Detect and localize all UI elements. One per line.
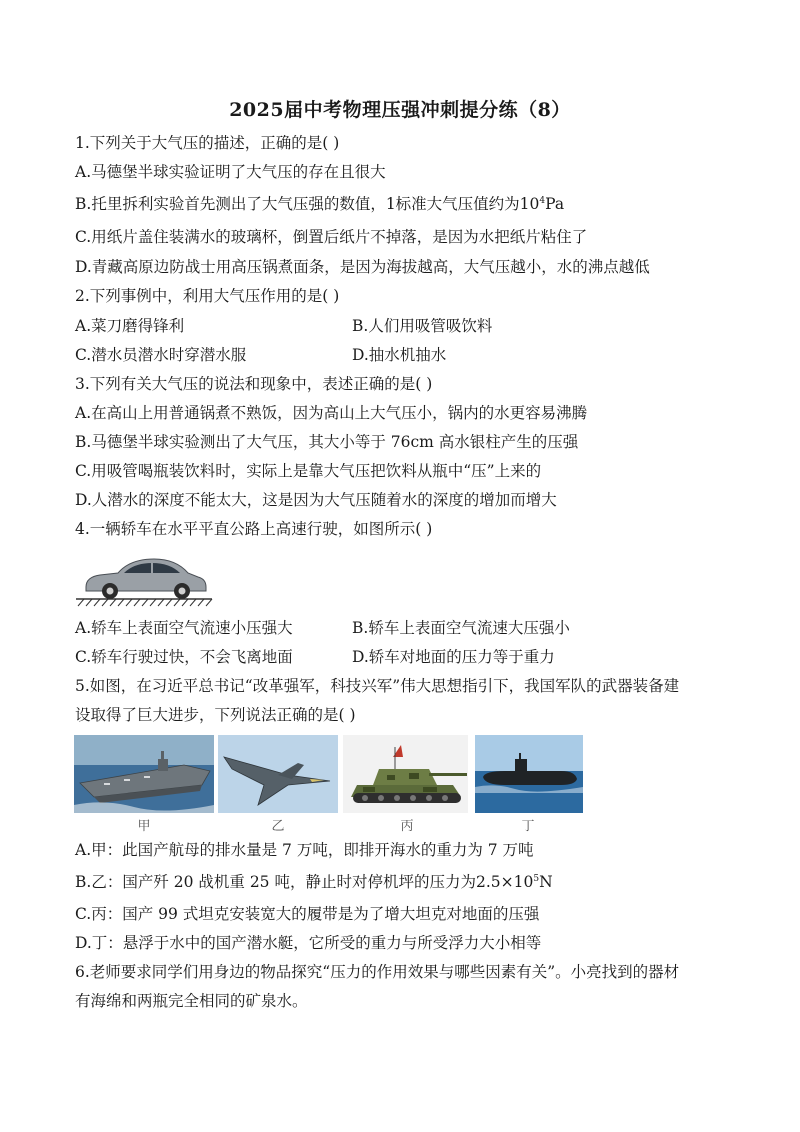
- tank-image: [343, 735, 468, 813]
- q2-option-d: D.抽水机抽水: [352, 346, 447, 364]
- car-figure: [74, 551, 214, 607]
- q5-option-b: [75, 872, 553, 892]
- q3-option-a: A.在高山上用普通锅煮不熟饭，因为高山上大气压小，锅内的水更容易沸腾: [75, 404, 588, 422]
- q5-option-a: A.甲：此国产航母的排水量是 7 万吨，即排开海水的重力为 7 万吨: [75, 841, 534, 859]
- q5-option-c: C.丙：国产 99 式坦克安装宽大的履带是为了增大坦克对地面的压强: [75, 905, 540, 923]
- q5-option-d: D.丁：悬浮于水中的国产潜水艇，它所受的重力与所受浮力大小相等: [75, 934, 542, 952]
- q2-option-b: B.人们用吸管吸饮料: [352, 317, 493, 335]
- q5-stem-line2: 设取得了巨大进步，下列说法正确的是( ): [75, 706, 356, 724]
- q2-stem: 2.下列事例中，利用大气压作用的是( ): [75, 287, 340, 305]
- q5-stem-line1: 5.如图，在习近平总书记“改革强军，科技兴军”伟大思想指引下，我国军队的武器装备建: [75, 677, 680, 695]
- caption-bing: 丙: [400, 819, 414, 834]
- submarine-image: [475, 735, 583, 813]
- q1-option-c: C.用纸片盖住装满水的玻璃杯，倒置后纸片不掉落，是因为水把纸片粘住了: [75, 228, 588, 246]
- q3-option-c: C.用吸管喝瓶装饮料时，实际上是靠大气压把饮料从瓶中“压”上来的: [75, 462, 542, 480]
- caption-ding: 丁: [521, 819, 535, 834]
- q1-option-a: A.马德堡半球实验证明了大气压的存在且很大: [75, 163, 386, 181]
- q1-option-b: [75, 194, 564, 214]
- aircraft-carrier-image: [74, 735, 214, 813]
- q6-line2: 有海绵和两瓶完全相同的矿泉水。: [75, 992, 308, 1010]
- q1-option-b-text: B.托里拆利实验首先测出了大气压强的数值，1标准大气压值约为10: [75, 195, 540, 213]
- q1-option-b-exponent: 4: [539, 196, 546, 206]
- q4-stem: 4.一辆轿车在水平平直公路上高速行驶，如图所示( ): [75, 520, 433, 538]
- q2-option-a: A.菜刀磨得锋利: [75, 317, 185, 335]
- q5-option-b-value: 2.5×10: [475, 873, 534, 891]
- q3-option-d: D.人潜水的深度不能太大，这是因为大气压随着水的深度的增加而增大: [75, 491, 557, 509]
- caption-jia: 甲: [137, 819, 151, 834]
- q4-option-a: A.轿车上表面空气流速小压强大: [75, 619, 293, 637]
- q1-stem: 1.下列关于大气压的描述，正确的是( ): [75, 134, 340, 152]
- caption-yi: 乙: [271, 819, 285, 834]
- q4-option-b: B.轿车上表面空气流速大压强小: [352, 619, 570, 637]
- q1-option-b-unit: Pa: [545, 195, 565, 213]
- q4-option-d: D.轿车对地面的压力等于重力: [352, 648, 555, 666]
- q1-option-d: D.青藏高原边防战士用高压锅煮面条，是因为海拔越高，大气压越小，水的沸点越低: [75, 258, 650, 276]
- q3-option-b: B.马德堡半球实验测出了大气压，其大小等于 76cm 高水银柱产生的压强: [75, 433, 579, 451]
- q4-option-c: C.轿车行驶过快，不会飞离地面: [75, 648, 293, 666]
- q5-option-b-unit: N: [539, 873, 553, 891]
- fighter-jet-image: [218, 735, 338, 813]
- q5-option-b-text: B.乙：国产歼 20 战机重 25 吨，静止时对停机坪的压力为: [75, 873, 476, 891]
- page-title: 2025届中考物理压强冲刺提分练（8）: [229, 99, 571, 121]
- q3-stem: 3.下列有关大气压的说法和现象中，表述正确的是( ): [75, 375, 433, 393]
- q2-option-c: C.潜水员潜水时穿潜水服: [75, 346, 247, 364]
- q5-option-b-exponent: 5: [533, 874, 540, 884]
- q6-line1: 6.老师要求同学们用身边的物品探究“压力的作用效果与哪些因素有关”。小亮找到的器材: [75, 963, 680, 981]
